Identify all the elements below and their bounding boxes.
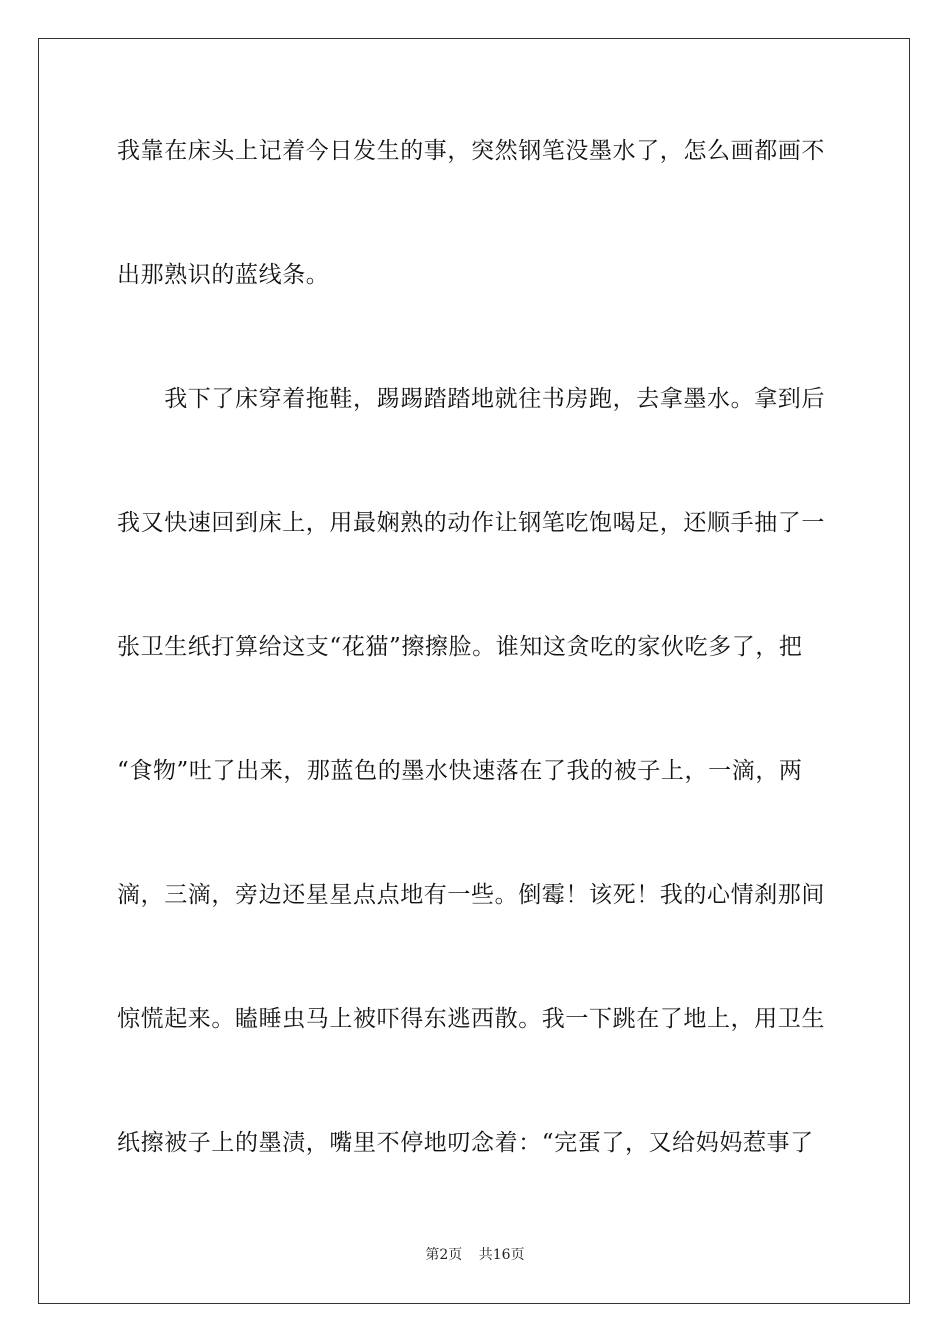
text-line-4: 我又快速回到床上，用最娴熟的动作让钢笔吃饱喝足，还顺手抽了一 — [117, 510, 825, 536]
text-line-6: “食物”吐了出来，那蓝色的墨水快速落在了我的被子上，一滴，两 — [117, 758, 803, 784]
text-line-7: 滴，三滴，旁边还星星点点地有一些。倒霉！该死！我的心情刹那间 — [117, 882, 825, 908]
page-footer — [0, 1246, 950, 1264]
page-number: 第2页 — [425, 1247, 463, 1263]
text-line-3: 我下了床穿着拖鞋，踢踢踏踏地就往书房跑，去拿墨水。拿到后 — [117, 386, 825, 412]
text-line-8: 惊慌起来。瞌睡虫马上被吓得东逃西散。我一下跳在了地上，用卫生 — [117, 1006, 825, 1032]
text-line-2: 出那熟识的蓝线条。 — [117, 262, 330, 288]
page-total: 共16页 — [478, 1247, 525, 1263]
text-line-5: 张卫生纸打算给这支“花猫”擦擦脸。谁知这贪吃的家伙吃多了，把 — [117, 634, 803, 660]
text-line-9: 纸擦被子上的墨渍，嘴里不停地叨念着：“完蛋了，又给妈妈惹事了 — [117, 1130, 814, 1156]
text-line-1: 我靠在床头上记着今日发生的事，突然钢笔没墨水了，怎么画都画不 — [117, 138, 825, 164]
page-border — [38, 38, 910, 1304]
